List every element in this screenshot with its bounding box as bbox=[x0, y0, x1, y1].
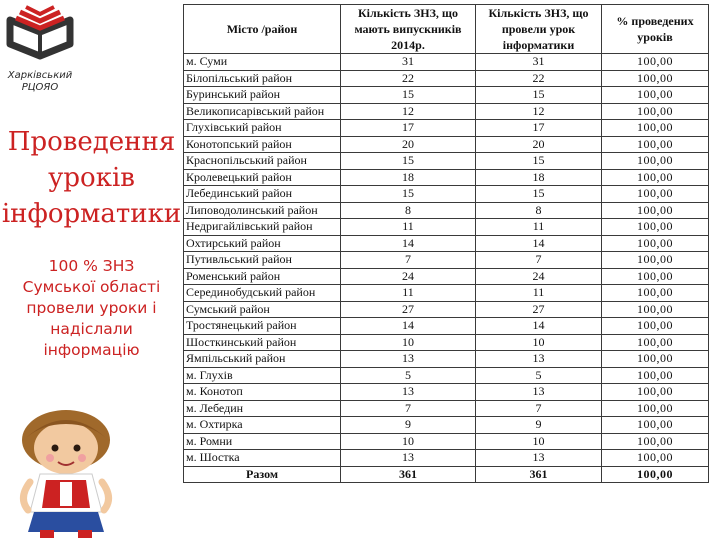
row-conducted: 13 bbox=[476, 450, 602, 467]
row-conducted: 15 bbox=[476, 186, 602, 203]
table-row bbox=[184, 318, 709, 335]
row-schools: 7 bbox=[341, 252, 476, 269]
row-percent: 100,00 bbox=[602, 202, 709, 219]
row-conducted: 18 bbox=[476, 169, 602, 186]
table-header-row bbox=[184, 5, 709, 54]
row-schools: 31 bbox=[341, 54, 476, 71]
summary-text bbox=[0, 256, 183, 361]
row-name: Серединобудський район bbox=[184, 285, 341, 302]
page-title bbox=[0, 124, 183, 232]
row-schools: 8 bbox=[341, 202, 476, 219]
row-percent: 100,00 bbox=[602, 186, 709, 203]
total-conducted: 361 bbox=[476, 466, 602, 483]
row-percent: 100,00 bbox=[602, 268, 709, 285]
logo-caption bbox=[2, 70, 78, 94]
table-row bbox=[184, 54, 709, 71]
total-schools: 361 bbox=[341, 466, 476, 483]
table-row bbox=[184, 153, 709, 170]
row-name: м. Охтирка bbox=[184, 417, 341, 434]
table-row bbox=[184, 384, 709, 401]
row-conducted: 7 bbox=[476, 400, 602, 417]
table-row bbox=[184, 235, 709, 252]
row-name: Глухівський район bbox=[184, 120, 341, 137]
row-schools: 13 bbox=[341, 351, 476, 368]
header-conducted: Кількість ЗНЗ, що провели урок інформатики bbox=[476, 5, 602, 54]
book-logo-icon bbox=[6, 4, 74, 68]
row-schools: 15 bbox=[341, 87, 476, 104]
row-name: Буринський район bbox=[184, 87, 341, 104]
row-conducted: 7 bbox=[476, 252, 602, 269]
row-conducted: 13 bbox=[476, 351, 602, 368]
total-percent: 100,00 bbox=[602, 466, 709, 483]
table-row bbox=[184, 87, 709, 104]
row-name: м. Конотоп bbox=[184, 384, 341, 401]
row-conducted: 24 bbox=[476, 268, 602, 285]
row-conducted: 10 bbox=[476, 433, 602, 450]
title-line3: інформатики bbox=[1, 199, 182, 229]
row-schools: 15 bbox=[341, 186, 476, 203]
row-schools: 9 bbox=[341, 417, 476, 434]
row-name: Охтирський район bbox=[184, 235, 341, 252]
schools-table bbox=[183, 4, 709, 483]
row-name: м. Шостка bbox=[184, 450, 341, 467]
row-schools: 11 bbox=[341, 285, 476, 302]
row-schools: 15 bbox=[341, 153, 476, 170]
row-name: Великописарівський район bbox=[184, 103, 341, 120]
row-percent: 100,00 bbox=[602, 450, 709, 467]
row-conducted: 14 bbox=[476, 318, 602, 335]
row-percent: 100,00 bbox=[602, 235, 709, 252]
table-row bbox=[184, 417, 709, 434]
row-percent: 100,00 bbox=[602, 367, 709, 384]
row-conducted: 10 bbox=[476, 334, 602, 351]
table-row bbox=[184, 367, 709, 384]
row-name: Сумський район bbox=[184, 301, 341, 318]
row-schools: 13 bbox=[341, 450, 476, 467]
table-row bbox=[184, 202, 709, 219]
girl-mascot-icon bbox=[10, 402, 122, 538]
row-percent: 100,00 bbox=[602, 169, 709, 186]
row-percent: 100,00 bbox=[602, 153, 709, 170]
row-percent: 100,00 bbox=[602, 318, 709, 335]
row-percent: 100,00 bbox=[602, 334, 709, 351]
table-row bbox=[184, 450, 709, 467]
row-name: м. Глухів bbox=[184, 367, 341, 384]
table-row bbox=[184, 136, 709, 153]
row-percent: 100,00 bbox=[602, 285, 709, 302]
row-percent: 100,00 bbox=[602, 252, 709, 269]
table-row bbox=[184, 351, 709, 368]
row-percent: 100,00 bbox=[602, 417, 709, 434]
row-percent: 100,00 bbox=[602, 400, 709, 417]
title-line1: Проведення bbox=[7, 127, 176, 157]
header-city: Місто /район bbox=[184, 5, 341, 54]
row-conducted: 22 bbox=[476, 70, 602, 87]
row-percent: 100,00 bbox=[602, 219, 709, 236]
total-name: Разом bbox=[184, 466, 341, 483]
row-percent: 100,00 bbox=[602, 301, 709, 318]
row-name: Білопільський район bbox=[184, 70, 341, 87]
row-name: Краснопільський район bbox=[184, 153, 341, 170]
summary-line1: 100 % ЗНЗ bbox=[48, 257, 135, 275]
title-line2: уроків bbox=[48, 163, 135, 193]
summary-line5: інформацію bbox=[43, 341, 140, 359]
row-name: Лебединський район bbox=[184, 186, 341, 203]
table-row bbox=[184, 301, 709, 318]
row-name: м. Суми bbox=[184, 54, 341, 71]
logo-caption-line2: РЦОЯО bbox=[21, 82, 59, 93]
row-name: Шосткинський район bbox=[184, 334, 341, 351]
row-percent: 100,00 bbox=[602, 384, 709, 401]
row-percent: 100,00 bbox=[602, 351, 709, 368]
row-conducted: 8 bbox=[476, 202, 602, 219]
summary-line4: надіслали bbox=[50, 320, 133, 338]
row-conducted: 12 bbox=[476, 103, 602, 120]
row-percent: 100,00 bbox=[602, 70, 709, 87]
summary-line2: Сумської області bbox=[22, 278, 161, 296]
row-name: Конотопський район bbox=[184, 136, 341, 153]
row-name: Путивльський район bbox=[184, 252, 341, 269]
row-conducted: 31 bbox=[476, 54, 602, 71]
row-percent: 100,00 bbox=[602, 120, 709, 137]
table-row bbox=[184, 70, 709, 87]
table-row bbox=[184, 103, 709, 120]
row-percent: 100,00 bbox=[602, 54, 709, 71]
row-schools: 11 bbox=[341, 219, 476, 236]
row-name: Ямпільський район bbox=[184, 351, 341, 368]
row-name: Роменський район bbox=[184, 268, 341, 285]
row-name: Липоводолинський район bbox=[184, 202, 341, 219]
table-row bbox=[184, 285, 709, 302]
row-conducted: 5 bbox=[476, 367, 602, 384]
table-row bbox=[184, 433, 709, 450]
row-schools: 24 bbox=[341, 268, 476, 285]
header-percent: % проведених уроків bbox=[602, 5, 709, 54]
row-conducted: 20 bbox=[476, 136, 602, 153]
row-schools: 10 bbox=[341, 334, 476, 351]
row-name: м. Лебедин bbox=[184, 400, 341, 417]
row-conducted: 11 bbox=[476, 285, 602, 302]
row-schools: 20 bbox=[341, 136, 476, 153]
row-conducted: 13 bbox=[476, 384, 602, 401]
row-schools: 14 bbox=[341, 318, 476, 335]
table-row bbox=[184, 400, 709, 417]
row-conducted: 17 bbox=[476, 120, 602, 137]
row-name: Тростянецький район bbox=[184, 318, 341, 335]
row-schools: 22 bbox=[341, 70, 476, 87]
row-conducted: 27 bbox=[476, 301, 602, 318]
sidebar bbox=[0, 0, 183, 540]
row-conducted: 15 bbox=[476, 87, 602, 104]
row-schools: 13 bbox=[341, 384, 476, 401]
table-row bbox=[184, 120, 709, 137]
row-schools: 27 bbox=[341, 301, 476, 318]
row-schools: 10 bbox=[341, 433, 476, 450]
row-percent: 100,00 bbox=[602, 136, 709, 153]
row-conducted: 9 bbox=[476, 417, 602, 434]
table-row bbox=[184, 268, 709, 285]
row-name: Недригайлівський район bbox=[184, 219, 341, 236]
row-conducted: 15 bbox=[476, 153, 602, 170]
row-schools: 17 bbox=[341, 120, 476, 137]
header-schools: Кількість ЗНЗ, що мають випускників 2014р. bbox=[341, 5, 476, 54]
row-schools: 14 bbox=[341, 235, 476, 252]
row-percent: 100,00 bbox=[602, 433, 709, 450]
table-row bbox=[184, 252, 709, 269]
table-total-row bbox=[184, 466, 709, 483]
row-schools: 18 bbox=[341, 169, 476, 186]
table-row bbox=[184, 186, 709, 203]
table-row bbox=[184, 334, 709, 351]
row-schools: 5 bbox=[341, 367, 476, 384]
row-percent: 100,00 bbox=[602, 103, 709, 120]
row-schools: 12 bbox=[341, 103, 476, 120]
row-percent: 100,00 bbox=[602, 87, 709, 104]
row-schools: 7 bbox=[341, 400, 476, 417]
row-name: Кролевецький район bbox=[184, 169, 341, 186]
row-conducted: 11 bbox=[476, 219, 602, 236]
row-name: м. Ромни bbox=[184, 433, 341, 450]
row-conducted: 14 bbox=[476, 235, 602, 252]
table-row bbox=[184, 169, 709, 186]
summary-line3: провели уроки і bbox=[26, 299, 157, 317]
logo-caption-line1: Харківський bbox=[7, 70, 73, 81]
table-row bbox=[184, 219, 709, 236]
